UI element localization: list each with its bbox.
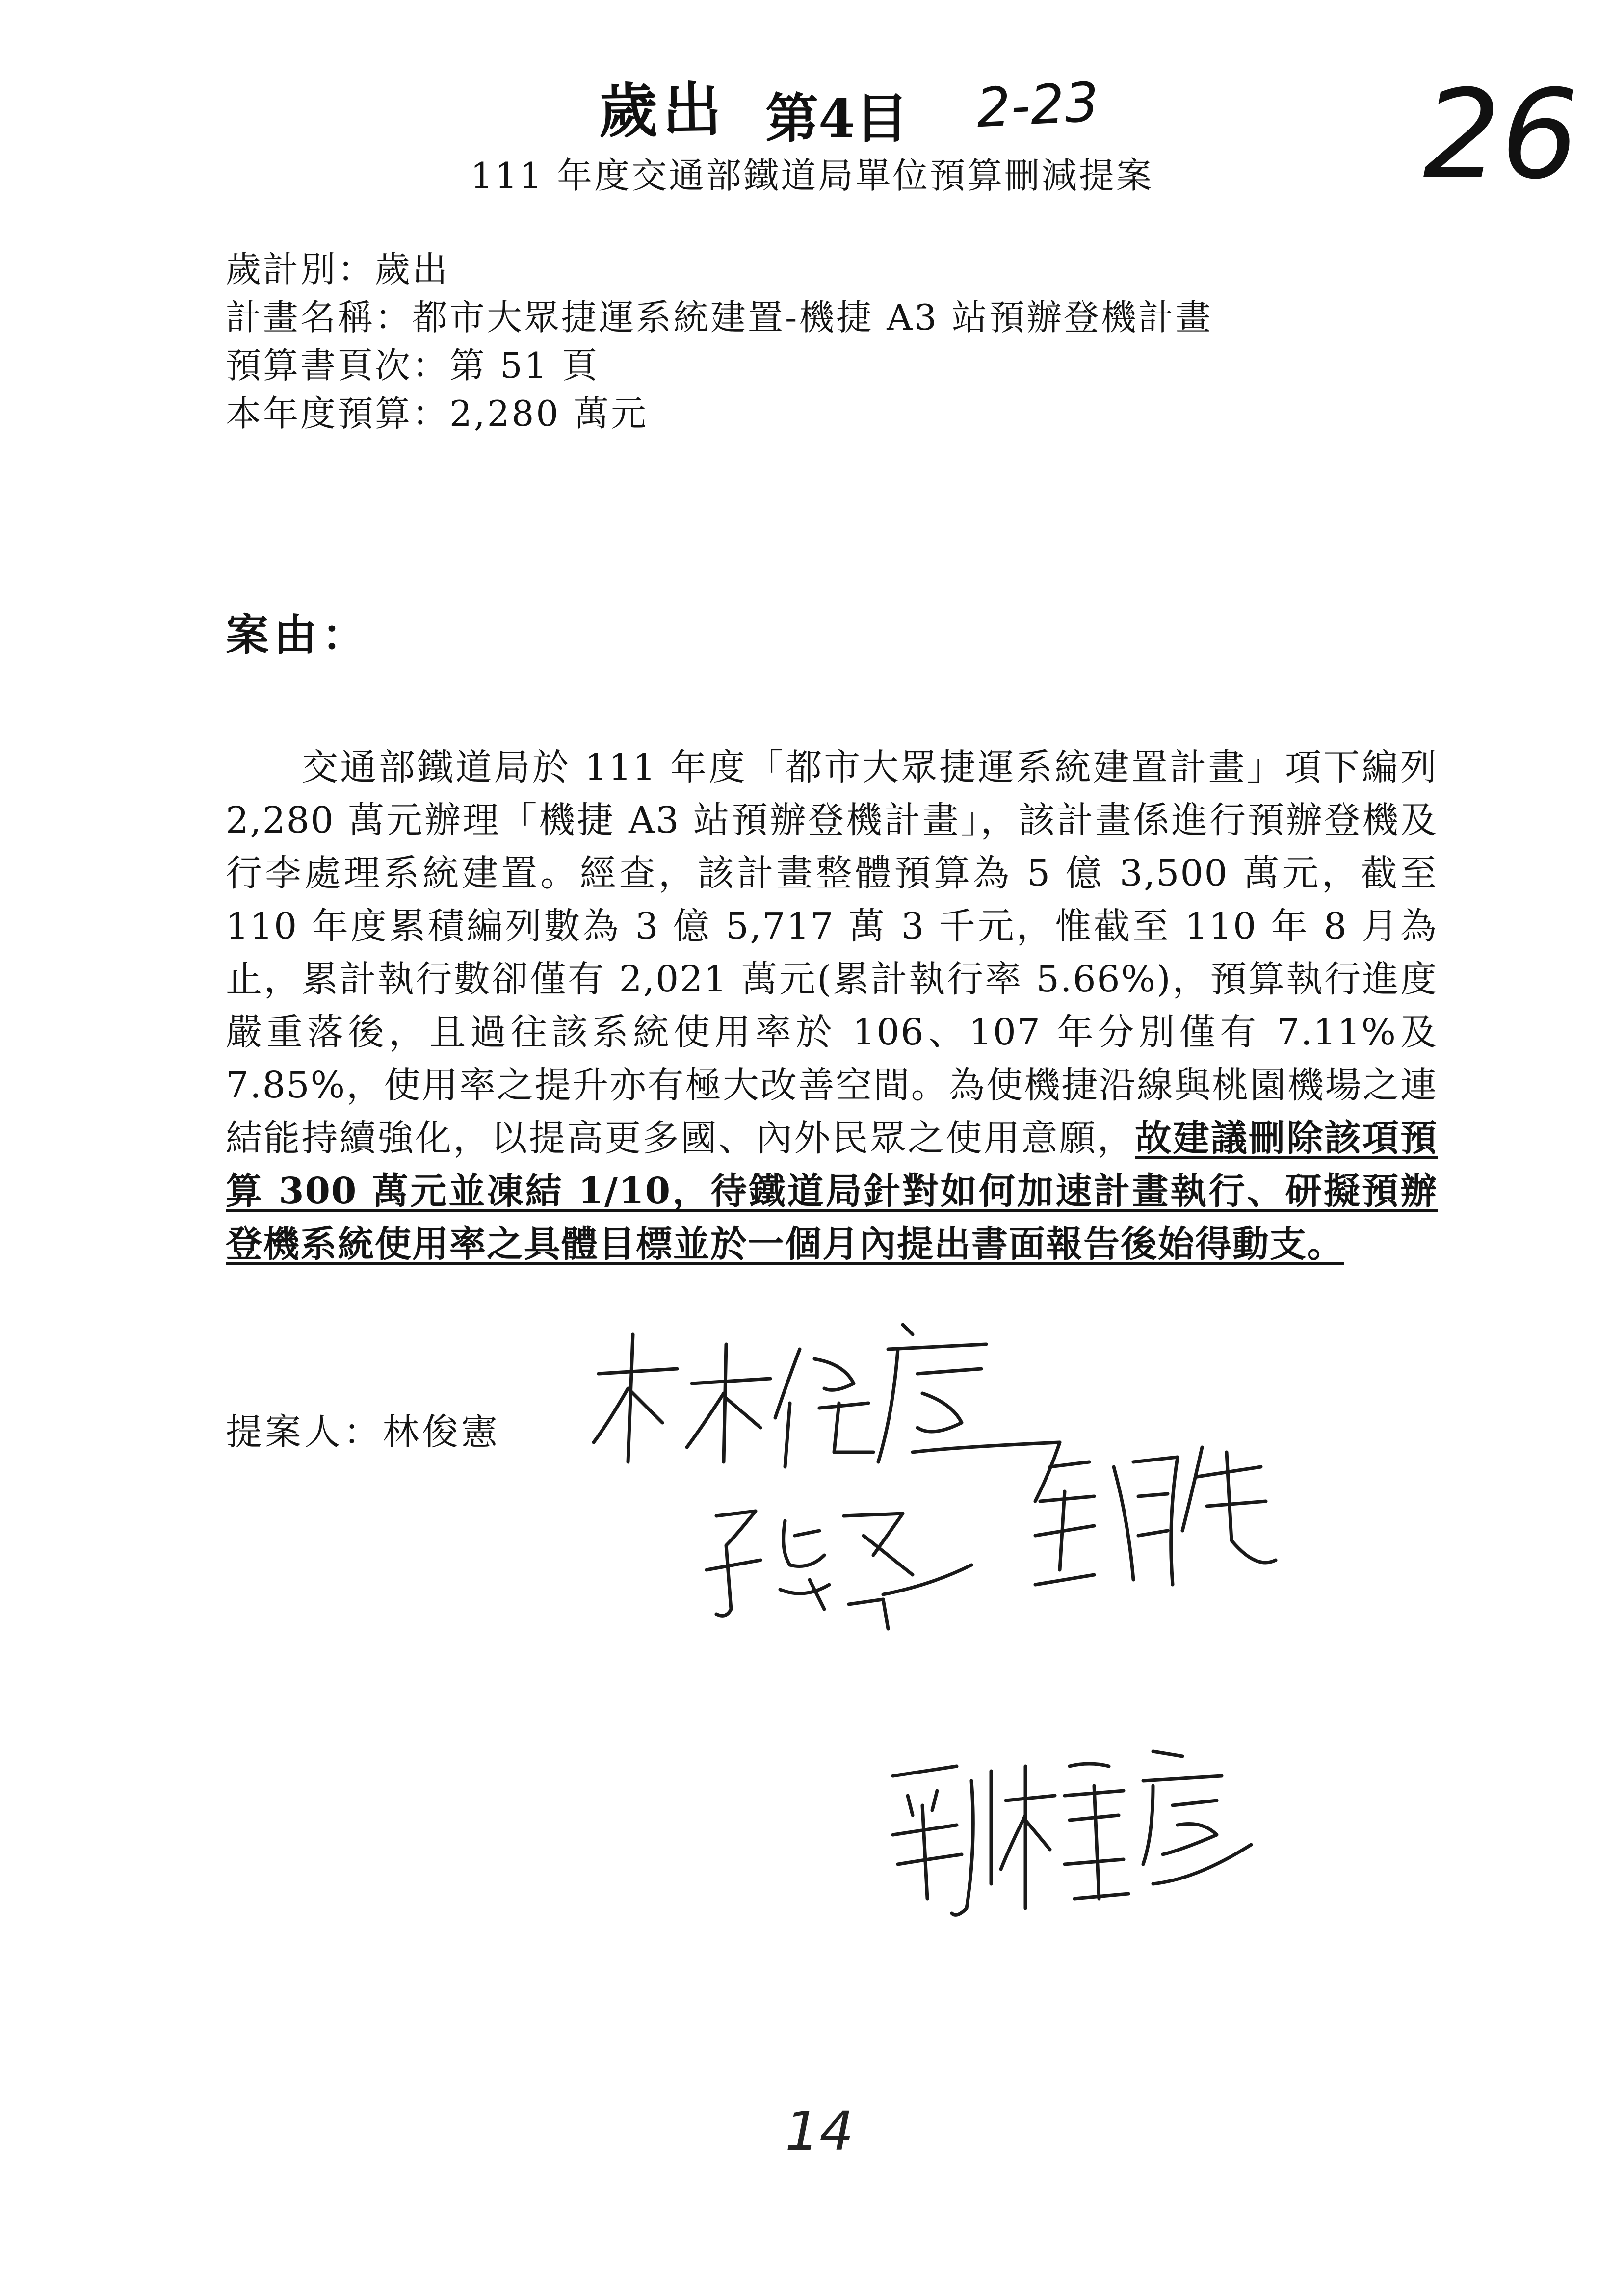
- info-block: [226, 245, 1213, 438]
- signature-1: [579, 1305, 1070, 1482]
- reason-emphasis: 故建議刪除該項預算 300 萬元並凍結 1/10，待鐵道局針對如何加速計畫執行、研擬預辦登機系統使用率之具體目標並於一個月內提出書面報告後始得動支。: [226, 1117, 1438, 1265]
- signature-4: [878, 1737, 1261, 1933]
- signature-3: [1021, 1423, 1295, 1653]
- stamp-item: 第4目: [765, 88, 909, 150]
- reason-text: 交通部鐵道局於 111 年度「都市大眾捷運系統建置計畫」項下編列 2,280 萬元辦理「機捷 A3 站預辦登機計畫」，該計畫係進行預辦登機及行李處理系統建置。經查，該計畫整體預算為 5 億 3,500 萬元，截至 110 年度累積編列數為 3 億 5,717 萬 3 千元，惟截至 110 年 8 月為止，累計執行數卻僅有 2,021 萬元(累計執行率 5.66%)，預算執行進度嚴重落後，且過往該系統使用率於 106、107 年分別僅有 7.11%及 7.85%，使用率之提升亦有極大改善空間。為使機捷沿線與桃園機場之連結能持續強化，以提高更多國、內外民眾之使用意願，: [226, 746, 1438, 1159]
- reason-paragraph: [226, 741, 1438, 1271]
- handwritten-page-number: 26: [1423, 63, 1579, 206]
- fiscal-type: 歲計別：歲出: [226, 249, 450, 290]
- stamp-number: 2-23: [974, 70, 1100, 140]
- budget-page: 預算書頁次：第 51 頁: [226, 345, 600, 386]
- document-title: 111 年度交通部鐵道局單位預算刪減提案: [470, 155, 1154, 196]
- reason-heading: 案由：: [226, 609, 370, 660]
- proposer: 提案人：林俊憲: [226, 1411, 500, 1453]
- budget-amount: 本年度預算：2,280 萬元: [226, 393, 649, 434]
- footer-page-number: 14: [785, 2100, 854, 2163]
- signature-2: [697, 1487, 991, 1634]
- plan-name: 計畫名稱：都市大眾捷運系統建置-機捷 A3 站預辦登機計畫: [226, 297, 1213, 338]
- stamp-category: 歲出: [598, 75, 727, 147]
